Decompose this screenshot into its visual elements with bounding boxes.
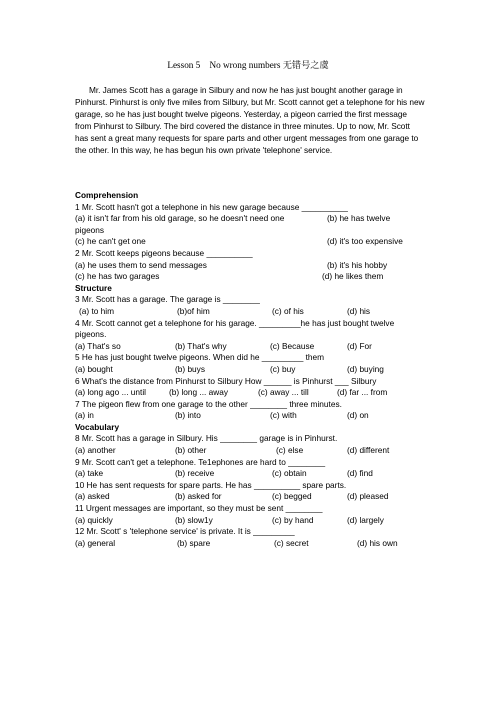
option-2d: (d) he likes them [322, 271, 384, 282]
option-8d: (d) different [347, 445, 390, 456]
option-10b: (b) asked for [175, 491, 222, 502]
question-options-5 [75, 364, 435, 376]
option-7b: (b) into [175, 410, 201, 421]
section-heading-vocabulary: Vocabulary [75, 421, 120, 432]
option-11b: (b) slow1y [175, 514, 213, 525]
option-9d: (d) find [347, 468, 373, 479]
question-options-4 [75, 341, 435, 353]
question-stem-11: 11 Urgent messages are important, so they must be sent ________ [75, 503, 323, 514]
option-1b-continued: pigeons [75, 224, 105, 235]
option-12a: (a) general [75, 537, 116, 548]
section-heading-comprehension: Comprehension [75, 190, 139, 200]
option-1c: (c) he can't get one [75, 236, 146, 247]
option-11a: (a) quickly [75, 514, 113, 525]
question-options-2a [75, 260, 435, 272]
option-4c: (c) Because [270, 340, 315, 351]
option-3d: (d) his [347, 305, 371, 316]
question-stem-1: 1 Mr. Scott hasn't got a telephone in his new garage because __________ [75, 201, 348, 212]
question-stem-5: 5 He has just bought twelve pigeons. When did he _________ them [75, 352, 325, 363]
option-11c: (c) by hand [272, 514, 314, 525]
question-options-1a [75, 213, 435, 225]
option-2a: (a) he uses them to send messages [75, 259, 207, 270]
question-stem-3: 3 Mr. Scott has a garage. The garage is ________ [75, 294, 260, 305]
option-2b: (b) it's his hobby [327, 259, 388, 270]
question-stem-10: 10 He has sent requests for spare parts. He has __________ spare parts. [75, 479, 347, 490]
option-3c: (c) of his [272, 305, 304, 316]
option-7d: (d) on [347, 410, 369, 421]
question-stem-4: 4 Mr. Scott cannot get a telephone for his garage. _________he has just bought twelve pigeons. [75, 317, 395, 340]
option-9b: (b) receive [175, 468, 215, 479]
question-options-9 [75, 468, 435, 480]
question-stem-2: 2 Mr. Scott keeps pigeons because __________ [75, 247, 253, 258]
question-options-6 [75, 387, 435, 399]
option-6c: (c) away ... till [258, 387, 309, 398]
option-6b: (b) long ... away [169, 387, 229, 398]
option-7a: (a) in [75, 410, 94, 421]
option-3b: (b)of him [177, 305, 210, 316]
lesson-title: Lesson 5 No wrong numbers 无错号之虞 [167, 60, 329, 70]
option-1a: (a) it isn't far from his old garage, so he doesn't need one [75, 213, 285, 224]
option-4d: (d) For [347, 340, 372, 351]
option-5a: (a) bought [75, 363, 113, 374]
question-options-1b [75, 236, 435, 248]
option-1d: (d) it's too expensive [327, 236, 403, 247]
option-10d: (d) pleased [347, 491, 389, 502]
option-12c: (c) secret [274, 537, 309, 548]
option-6a: (a) long ago ... until [75, 387, 147, 398]
question-stem-12: 12 Mr. Scott' s 'telephone service' is private. It is _________ [75, 526, 295, 537]
question-options-10 [75, 491, 435, 503]
exercise-body [75, 190, 435, 549]
question-stem-7: 7 The pigeon flew from one garage to the other ________ three minutes. [75, 398, 342, 409]
option-9a: (a) take [75, 468, 104, 479]
question-options-12 [75, 538, 435, 550]
option-8b: (b) other [175, 445, 207, 456]
option-2c: (c) he has two garages [75, 271, 160, 282]
option-8c: (c) else [276, 445, 304, 456]
question-options-11 [75, 515, 435, 527]
question-options-8 [75, 445, 435, 457]
option-12d: (d) his own [357, 537, 398, 548]
question-options-2b [75, 271, 435, 283]
option-1b: (b) he has twelve [327, 213, 391, 224]
option-6d: (d) far ... from [337, 387, 388, 398]
option-9c: (c) obtain [272, 468, 307, 479]
option-7c: (c) with [270, 410, 297, 421]
passage-paragraph: Mr. James Scott has a garage in Silbury and now he has just bought another garage in Pinhurst. Pinhurst is only five miles from Silbury, but Mr. Scott cannot get a telephone for his new garage, so he has just bought twelve pigeons. Yesterday, a pigeon carried the first message from Pinhurst to Silbury. The bird covered the distance in three minutes. Up to now, Mr. Scott has sent a great many requests for spare parts and other urgent messages from one garage to the other. In this way, he has begun his own private 'telephone' service. [75, 85, 425, 156]
option-12b: (b) spare [177, 537, 211, 548]
option-4a: (a) That's so [75, 340, 121, 351]
option-11d: (d) largely [347, 514, 384, 525]
option-10a: (a) asked [75, 491, 110, 502]
question-options-7 [75, 410, 435, 422]
question-stem-9: 9 Mr. Scott can't get a telephone. Te1ephones are hard to ________ [75, 456, 326, 467]
question-stem-8: 8 Mr. Scott has a garage in Silbury. His ________ garage is in Pinhurst. [75, 433, 338, 444]
option-3a: (a) to him [79, 305, 115, 316]
option-8a: (a) another [75, 445, 116, 456]
option-10c: (c) begged [272, 491, 312, 502]
section-heading-structure: Structure [75, 282, 112, 293]
option-5d: (d) buying [347, 363, 384, 374]
option-4b: (b) That's why [175, 340, 227, 351]
question-stem-6: 6 What's the distance from Pinhurst to Silbury How ______ is Pinhurst ___ Silbury [75, 375, 377, 386]
question-options-3 [75, 306, 435, 318]
option-5b: (b) buys [175, 363, 205, 374]
option-5c: (c) buy [270, 363, 296, 374]
